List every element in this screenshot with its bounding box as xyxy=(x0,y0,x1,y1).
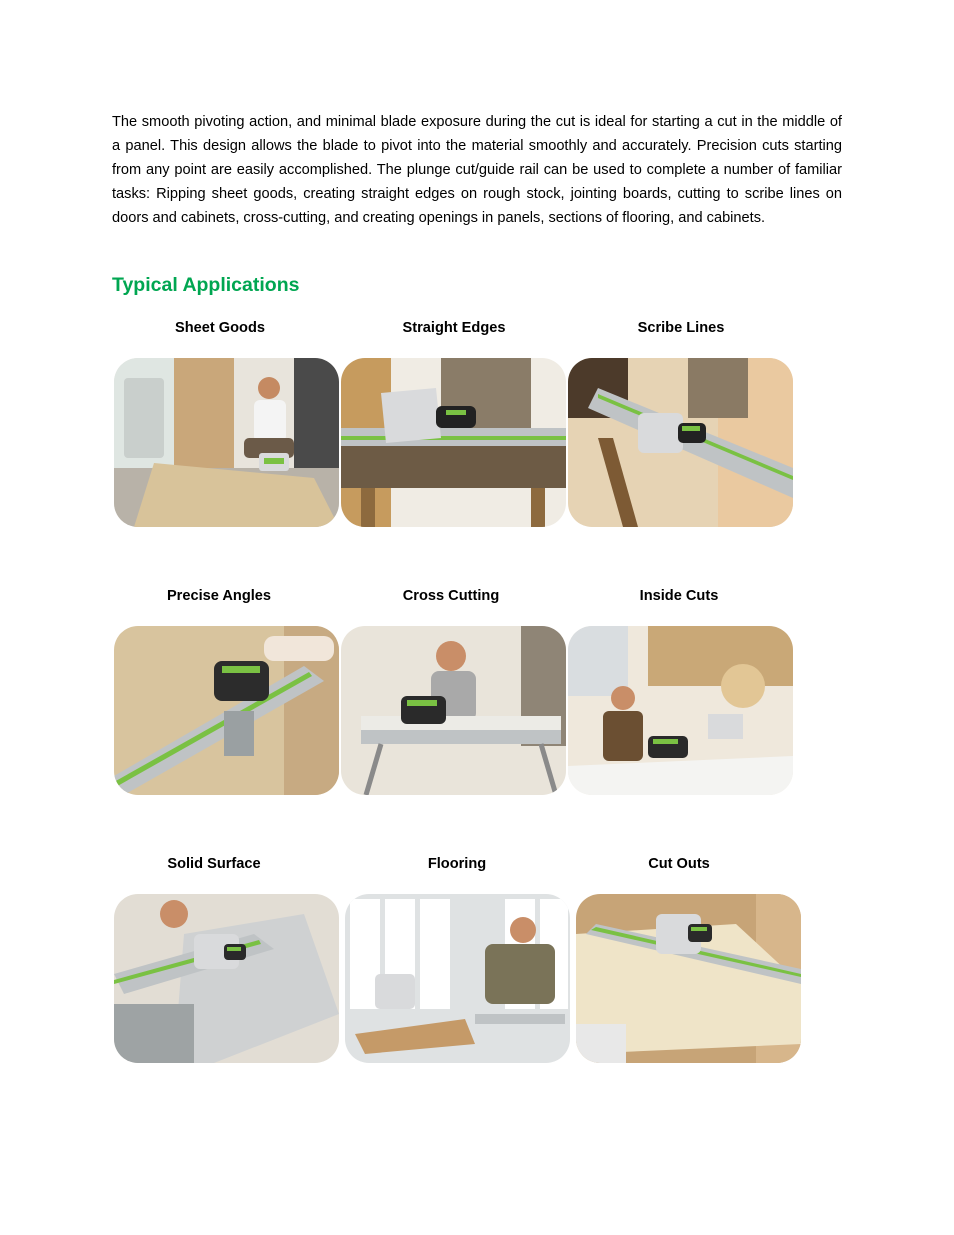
section-title: Typical Applications xyxy=(112,274,300,296)
photo-cut-outs xyxy=(576,894,801,1063)
caption-flooring: Flooring xyxy=(427,856,487,872)
photo-straight-edges xyxy=(341,358,566,527)
photo-solid-surface xyxy=(114,894,339,1063)
photo-inside-cuts xyxy=(568,626,793,795)
intro-paragraph: The smooth pivoting action, and minimal blade exposure during the cut is ideal for starting a cut in the middle of a panel. This design allows the blade to pivot into the material smoothly and accurately. Precision cuts starting from any point are easily accomplished. The plunge cut/guide rail can be used to complete a number of familiar tasks: Ripping sheet goods, creating straight edges on rough stock, jointing boards, cutting to scribe lines on doors and cabinets, cross-cutting, and creating openings in panels, sections of flooring, and cabinets. xyxy=(112,114,842,226)
caption-precise-angles: Precise Angles xyxy=(166,588,272,604)
caption-sheet-goods: Sheet Goods xyxy=(174,320,265,336)
caption-cross-cutting: Cross Cutting xyxy=(402,588,500,604)
photo-scribe-lines xyxy=(568,358,793,527)
caption-straight-edges: Straight Edges xyxy=(402,320,506,336)
photo-flooring xyxy=(345,894,570,1063)
caption-solid-surface: Solid Surface xyxy=(167,856,261,872)
photo-sheet-goods xyxy=(114,358,339,527)
caption-cut-outs: Cut Outs xyxy=(648,856,710,872)
photo-precise-angles xyxy=(114,626,339,795)
caption-scribe-lines: Scribe Lines xyxy=(637,320,725,336)
caption-inside-cuts: Inside Cuts xyxy=(639,588,719,604)
photo-cross-cutting xyxy=(341,626,566,795)
